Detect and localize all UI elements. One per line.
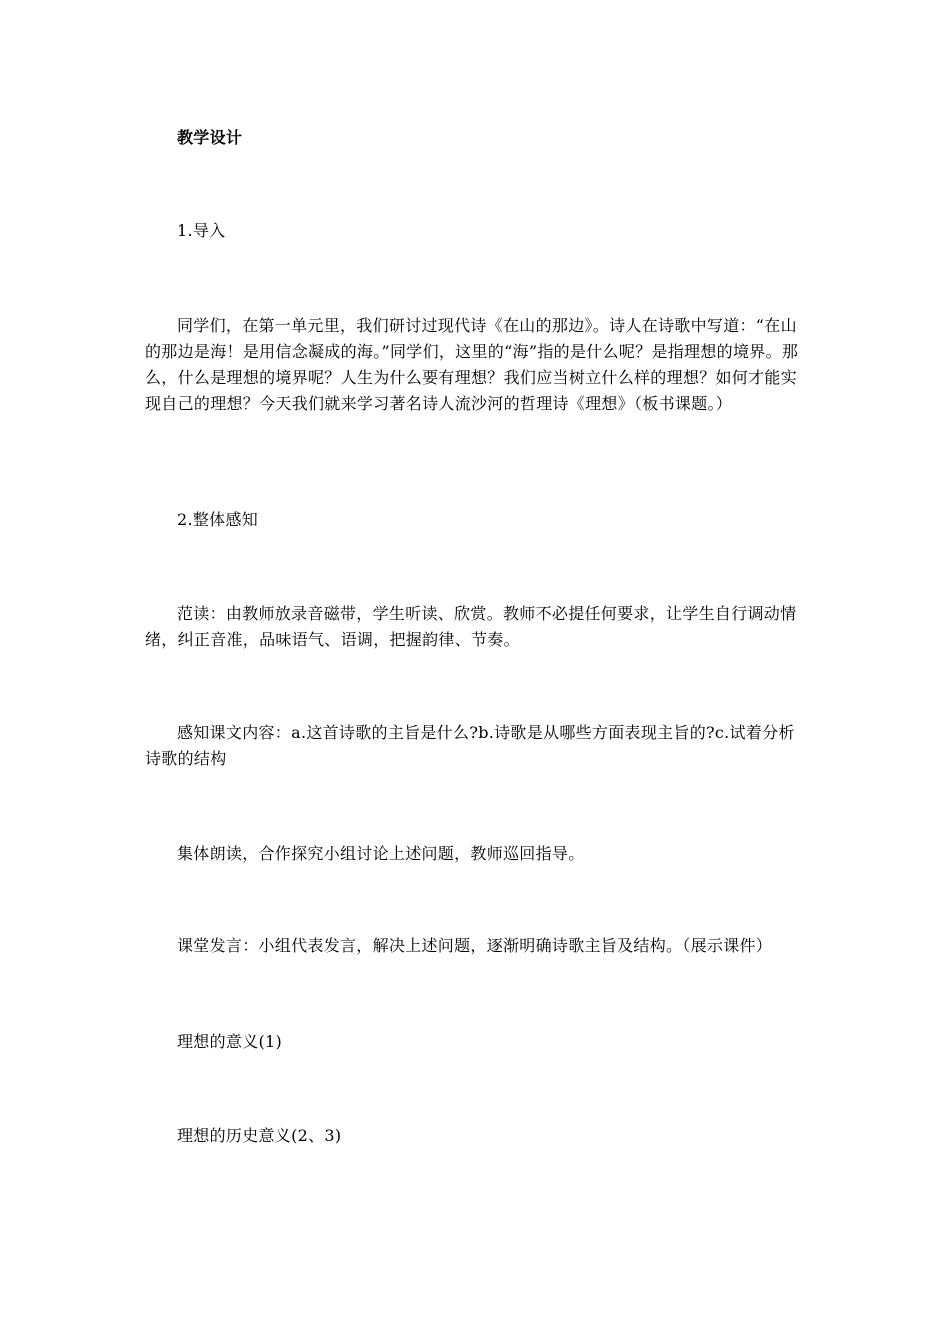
paragraph-group-reading: 集体朗读，合作探究小组讨论上述问题，教师巡回指导。 bbox=[177, 844, 585, 863]
paragraph-perceive-content: 感知课文内容：a.这首诗歌的主旨是什么?b.诗歌是从哪些方面表现主旨的?c.试着分析诗歌的结构 bbox=[145, 723, 795, 768]
paragraph-historical-meaning: 理想的历史意义(2、3) bbox=[177, 1126, 342, 1145]
paragraph-model-reading: 范读：由教师放录音磁带，学生听读、欣赏。教师不必提任何要求，让学生自行调动情绪，纠正音准，品味语气、语调，把握韵律、节奏。 bbox=[145, 604, 797, 649]
paragraph-intro: 同学们，在第一单元里，我们研讨过现代诗《在山的那边》。诗人在诗歌中写道：“在山的那边是海！是用信念凝成的海。”同学们，这里的“海”指的是什么呢？是指理想的境界。那么，什么是理想的境界呢？人生为什么要有理想？我们应当树立什么样的理想？如何才能实现自己的理想？今天我们就来学习著名诗人流沙河的哲理诗《理想》（板书课题。） bbox=[145, 316, 799, 413]
paragraph-meaning: 理想的意义(1) bbox=[177, 1032, 283, 1051]
section-heading-intro: 1.导入 bbox=[177, 221, 226, 240]
document-title: 教学设计 bbox=[177, 128, 243, 147]
section-heading-overall: 2.整体感知 bbox=[177, 510, 259, 529]
paragraph-class-speech: 课堂发言：小组代表发言，解决上述问题，逐渐明确诗歌主旨及结构。（展示课件） bbox=[177, 936, 773, 955]
